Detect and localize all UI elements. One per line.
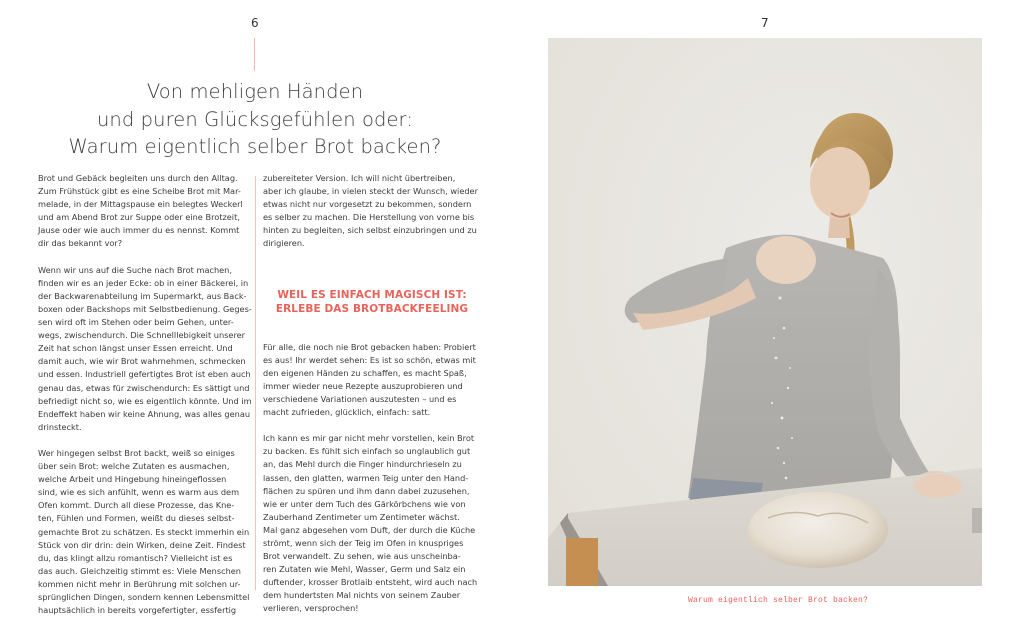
text-line: kommen nicht mehr in Berührung mit solchen ur- — [38, 578, 241, 589]
text-line: an, das Mehl durch die Finger hindurchrieseln zu — [263, 459, 462, 470]
text-line: flächen zu spüren und ihm dann dabei zuzusehen, — [263, 485, 470, 496]
text-line: über sein Brot: welche Zutaten es ausmachen, — [38, 461, 230, 472]
subheading-line: ERLEBE DAS BROTBACKFEELING — [275, 303, 469, 316]
text-line: ren Zutaten wie Mehl, Wasser, Germ und Salz ein — [263, 564, 466, 575]
left-page — [0, 0, 510, 625]
text-line: zu backen. Es fühlt sich einfach so unglaublich gut — [263, 446, 471, 457]
text-line: und am Abend Brot zur Suppe oder eine Brotzeit, — [38, 212, 240, 223]
text-line: Zum Frühstück gibt es eine Scheibe Brot mit Mar- — [38, 186, 241, 197]
text-line: der Backwarenabteilung im Supermarkt, aus Back- — [38, 290, 247, 301]
text-line: verlieren, versprochen! — [263, 603, 359, 614]
text-line: Endeffekt haben wir keine Ahnung, was alles genau — [38, 408, 251, 419]
text-line: es selber zu machen. Die Herstellung von vorne bis — [263, 212, 475, 223]
text-line: Zauberhand Zentimeter um Zentimeter wächst. — [263, 511, 460, 522]
text-line: sind, wie es sich anfühlt, wenn es warm aus dem — [38, 487, 240, 498]
text-line: genau das, etwas für zwischendurch: Es sättigt und — [38, 382, 250, 393]
page-number: 7 — [761, 16, 769, 30]
text-line: ten, Fühlen und Formen, weißt du dieses selbst- — [38, 513, 235, 524]
paragraph — [38, 264, 256, 434]
text-line: Zeit hat schon längst unser Essen erreicht. Und — [38, 343, 233, 354]
paragraph — [263, 172, 481, 251]
text-line: den eigenen Händen zu schaffen, es macht Spaß, — [263, 367, 467, 378]
text-line: boxen oder Backshops mit Selbstbedienung. Geges- — [38, 303, 252, 314]
text-line: dem hundertsten Mal nichts von seinem Zauber — [263, 590, 461, 601]
text-line: welche Arbeit und Hingebung hineingeflossen — [38, 474, 227, 485]
text-line: duftender, krosser Brotlaib entsteht, wird auch nach — [263, 577, 478, 588]
title-line: Warum eigentlich selber Brot backen? — [68, 135, 442, 158]
text-line: Wer hingegen selbst Brot backt, weiß so einiges — [38, 447, 235, 458]
text-line: verschiedene Variationen auszutesten – und es — [263, 393, 457, 404]
title-line: und puren Glücksgefühlen oder: — [96, 107, 414, 131]
paragraph — [38, 447, 256, 617]
text-line: befriedigt nicht so, wie es eigentlich könnte. Und im — [38, 395, 252, 406]
page-title — [0, 78, 510, 161]
text-line: wegs, zwischendurch. Die Schnelllebigkeit unserer — [38, 330, 246, 341]
text-line: wie er unter dem Tuch des Gärkörbchens wie von — [263, 498, 466, 509]
decorative-rule — [254, 38, 255, 71]
photo-illustration — [548, 38, 982, 586]
text-line: sprünglichen Dingen, sondern kennen Lebensmittel — [38, 592, 250, 602]
text-line: melade, in der Mittagspause ein belegtes Weckerl — [38, 199, 243, 210]
text-line: du, das klingt allzu romantisch? Vielleicht ist es — [38, 552, 233, 563]
text-line: Brot verwandelt. Zu sehen, wie aus unscheinba- — [263, 551, 461, 562]
paragraph — [263, 341, 481, 420]
text-column-1 — [38, 172, 256, 630]
text-line: etwas nicht nur vorgesetzt zu bekommen, sondern — [263, 199, 472, 210]
right-page — [510, 0, 1020, 625]
text-line: drinsteckt. — [38, 421, 82, 432]
text-column-2 — [263, 172, 481, 629]
text-line: sen wird oft im Stehen oder beim Gehen, unter- — [38, 317, 234, 328]
text-line: Wenn wir uns auf die Suche nach Brot machen, — [38, 264, 232, 275]
text-line: strömt, wenn sich der Teig im Ofen in knuspriges — [263, 537, 464, 548]
text-line: macht zufrieden, glücklich, einfach: satt. — [263, 407, 431, 418]
text-line: es aus! Ihr werdet sehen: Es ist so schön, etwas mit — [263, 354, 476, 365]
photo-woman-baking-bread — [548, 38, 982, 586]
text-line: Brot und Gebäck begleiten uns durch den Alltag. — [38, 173, 238, 183]
paragraph — [38, 172, 256, 251]
text-line: und essen. Industriell gefertigtes Brot ist eben auch — [38, 369, 251, 380]
section-subheading — [263, 288, 481, 317]
text-line: aber ich glaube, in vielen steckt der Wunsch, wieder — [263, 186, 478, 197]
text-line: lassen, den glatten, warmen Teig unter den Hand- — [263, 472, 469, 483]
text-line: Mal ganz abgesehen vom Duft, der durch die Küche — [263, 524, 476, 535]
text-line: immer wieder neue Rezepte auszuprobieren und — [263, 380, 463, 391]
text-line: das auch. Gleichzeitig stimmt es: Viele Menschen — [38, 565, 242, 576]
subheading-line: WEIL ES EINFACH MAGISCH IST: — [277, 288, 467, 301]
text-line: damit auch, wie wir Brot wahrnehmen, schmecken — [38, 356, 246, 367]
text-line: Für alle, die noch nie Brot gebacken haben: Probiert — [263, 341, 476, 352]
text-line: zubereiteter Version. Ich will nicht übertreiben, — [263, 173, 456, 183]
text-line: gemachte Brot zu schätzen. Es steckt immerhin ein — [38, 526, 250, 537]
text-line: hinten zu begleiten, sich selbst einzubringen und zu — [263, 225, 477, 236]
text-line: Ich kann es mir gar nicht mehr vorstellen, kein Brot — [263, 433, 475, 444]
title-line: Von mehligen Händen — [146, 80, 364, 103]
text-line: Jause oder wie auch immer du es nennst. Kommt — [38, 225, 240, 236]
paragraph — [263, 432, 481, 615]
page-number: 6 — [251, 16, 259, 30]
text-line: dirigieren. — [263, 238, 305, 249]
text-line: finden wir es an jeder Ecke: ob in einer Bäckerei, in — [38, 277, 249, 288]
text-line: Ofen kommt. Durch all diese Prozesse, das Kne- — [38, 500, 235, 511]
text-line: hauptsächlich in bereits vorgefertigter, essfertig — [38, 605, 237, 616]
text-line: dir das bekannt vor? — [38, 238, 123, 249]
column-divider — [255, 176, 256, 590]
photo-caption: Warum eigentlich selber Brot backen? — [688, 596, 869, 605]
text-line: Stück von dir drin: dein Wirken, deine Zeit. Findest — [38, 539, 246, 550]
